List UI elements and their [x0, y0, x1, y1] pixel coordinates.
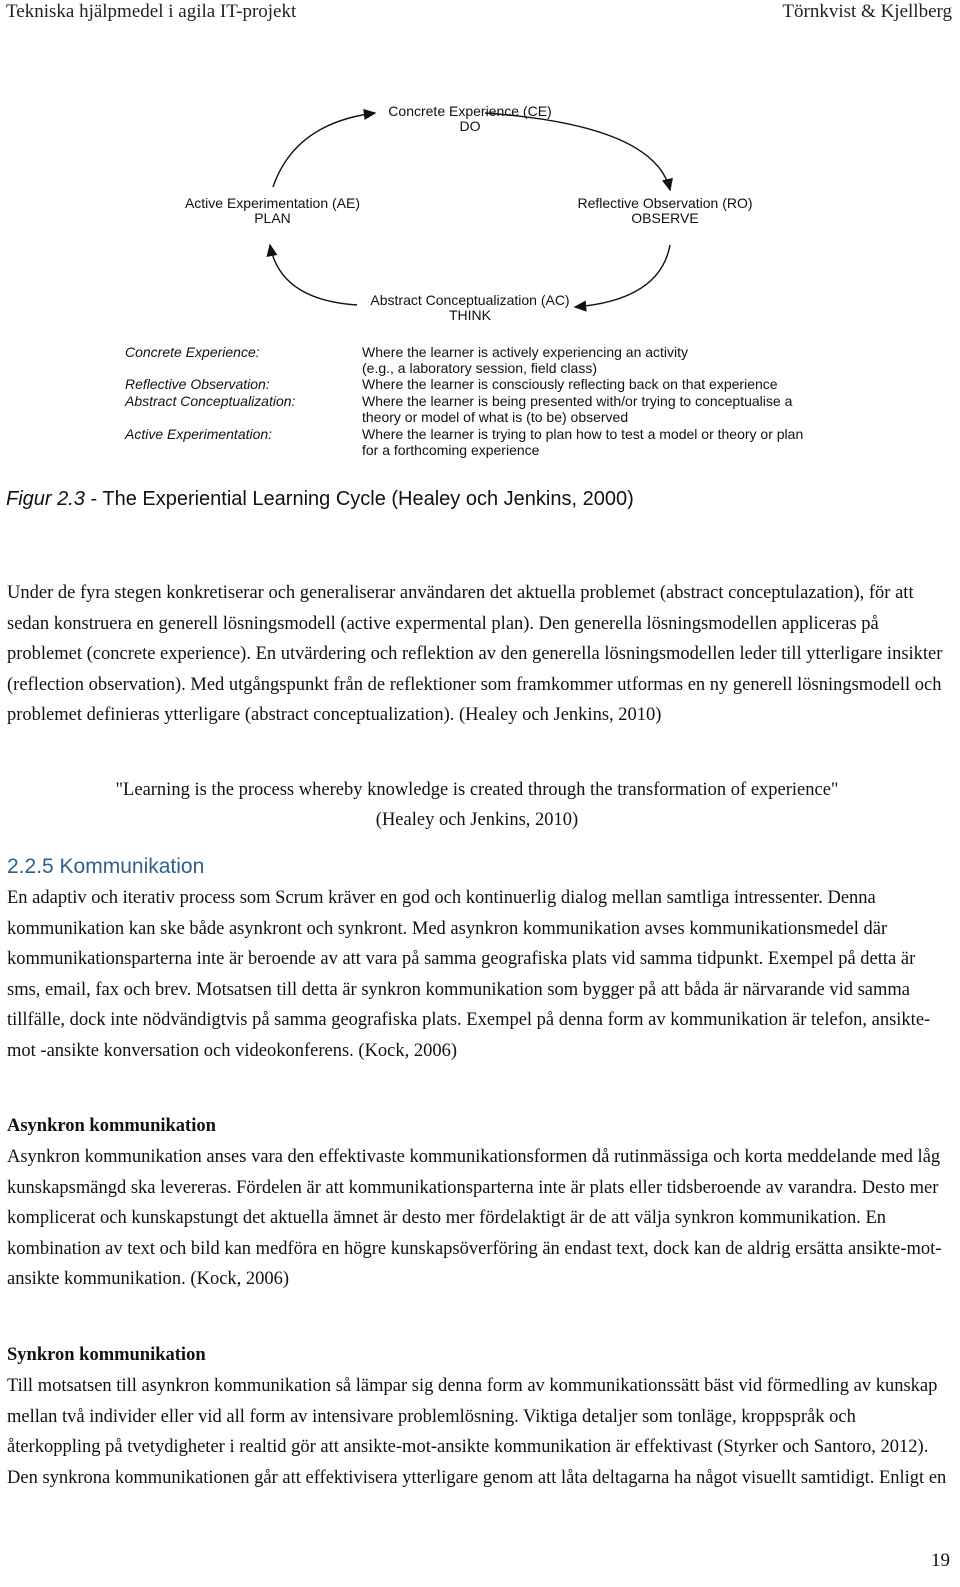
node-active-experimentation: Active Experimentation (AE) PLAN — [184, 195, 361, 226]
definition-term-ae: Active Experimentation: — [125, 426, 273, 442]
definition-term-ac: Abstract Conceptualization: — [125, 393, 296, 409]
quote-citation: (Healey och Jenkins, 2010) — [375, 810, 579, 830]
running-header-authors: Törnkvist & Kjellberg — [782, 1, 952, 22]
experiential-learning-cycle-figure — [115, 95, 845, 475]
page-number: 19 — [931, 1550, 950, 1571]
node-concrete-experience: Concrete Experience (CE) DO — [388, 103, 552, 134]
arrow-ac-to-ae — [270, 245, 357, 305]
paragraph-synkron: Till motsatsen till asynkron kommunikation så lämpar sig denna form av kommunikationssätt bäst vid förmedling av kunskap mellan två individer eller vid all form av intensivare problemlösning. Viktiga detaljer som tonläge, kroppspråk och återkoppling på tvetydigheter i realtid gör att ansikte-mot-ansikte kommunikation är effektivast (Styrker och Santoro, 2012). Den synkrona kommunikationen går att effektivisera ytterligare genom att låta deltagarna ha något visuellt samtidigt. Enligt en — [7, 1376, 947, 1488]
figure-caption-text: - The Experiential Learning Cycle (Healey och Jenkins, 2000) — [84, 488, 634, 510]
definition-term-ce: Concrete Experience: — [125, 344, 260, 360]
running-header-title: Tekniska hjälpmedel i agila IT-projekt — [6, 1, 297, 22]
paragraph-asynkron: Asynkron kommunikation anses vara den effektivaste kommunikationsformen då rutinmässiga och korta meddelande med låg kunskapsmängd ska levereras. Fördelen är att kommunikationsparterna inte är plats eller tidsberoende av varandra. Desto mer komplicerat och kunskapstungt det aktuella ämnet är desto mer fördelaktigt är de att välja synkron kommunikation. En kombination av text och bild kan medföra en högre kunskapsöverföring än endast text, dock kan de aldrig ersätta ansikte-mot-ansikte kommunikation. (Kock, 2006) — [7, 1147, 942, 1289]
paragraph-kommunikation: En adaptiv och iterativ process som Scrum kräver en god och kontinuerlig dialog mellan samtliga intressenter. Denna kommunikation kan ske både asynkront och synkront. Med asynkron kommunikation avses kommunikationsmedel där kommunikationsparterna inte är beroende av att vara på samma geografiska plats vid samma tidpunkt. Exempel på detta är sms, email, fax och brev. Motsatsen till detta är synkron kommunikation som bygger på att båda är närvarande vid samma tillfälle, dock inte nödvändigtvis på samma geografiska plats. Exempel på denna form av kommunikation är telefon, ansikte-mot -ansikte konversation och videokonferens. (Kock, 2006) — [7, 888, 931, 1061]
subheading-asynkron: Asynkron kommunikation — [7, 1116, 216, 1136]
definition-desc-ae-2: for a forthcoming experience — [362, 442, 540, 458]
definition-desc-ro: Where the learner is consciously reflecting back on that experience — [362, 376, 778, 392]
definition-desc-ce-1: Where the learner is actively experiencing an activity — [362, 344, 689, 360]
quote-line-1: "Learning is the process whereby knowledge is created through the transformation of experience" — [115, 780, 839, 800]
paragraph-learning-cycle: Under de fyra stegen konkretiserar och generaliserar användaren det aktuella problemet (abstract conceptulazation), för att sedan konstruera en generell lösningsmodell (active expermental plan). Den generella lösningsmodellen appliceras på problemet (concrete experience). En utvärdering och reflektion av den generella lösningsmodellen leder till ytterligare insikter (reflection observation). Med utgångspunkt från de reflektioner som framkommer utformas en ny generell lösningsmodell och problemet definieras ytterligare (abstract conceptualization). (Healey och Jenkins, 2010) — [7, 583, 943, 725]
definition-desc-ae-1: Where the learner is trying to plan how to test a model or theory or plan — [362, 426, 804, 442]
figure-caption — [6, 486, 634, 512]
node-abstract-conceptualization: Abstract Conceptualization (AC) THINK — [370, 292, 570, 323]
arrow-ae-to-ce — [273, 113, 375, 187]
definition-term-ro: Reflective Observation: — [125, 376, 270, 392]
definition-desc-ac-1: Where the learner is being presented with/or trying to conceptualise a — [362, 393, 793, 409]
definition-desc-ce-2: (e.g., a laboratory session, field class) — [362, 360, 597, 376]
subheading-synkron: Synkron kommunikation — [7, 1345, 206, 1365]
node-reflective-observation: Reflective Observation (RO) OBSERVE — [577, 195, 753, 226]
definition-desc-ac-2: theory or model of what is (to be) observed — [362, 409, 629, 425]
section-heading-kommunikation: 2.2.5 Kommunikation — [7, 855, 205, 878]
figure-caption-label: Figur 2.3 — [6, 488, 85, 510]
arrow-ro-to-ac — [575, 245, 670, 307]
